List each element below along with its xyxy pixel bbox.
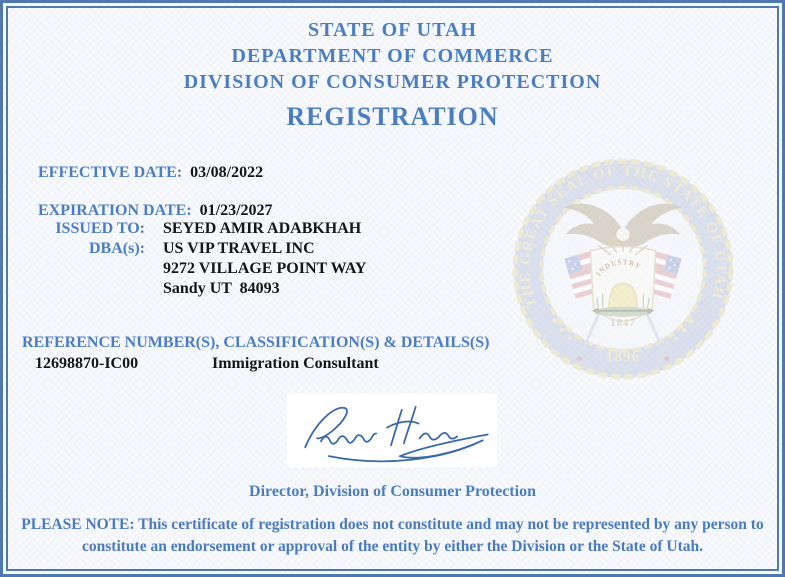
address-spacer [22, 259, 145, 279]
issued-to-value: SEYED AMIR ADABKHAH [163, 220, 362, 237]
dba-value: US VIP TRAVEL INC [163, 240, 315, 257]
signature-box [287, 394, 497, 467]
document-title: REGISTRATION [286, 102, 499, 131]
address-line-2: Sandy UT 84093 [163, 280, 280, 297]
reference-number: 12698870-IC00 [35, 355, 139, 372]
address-line-1: 9272 VILLAGE POINT WAY [163, 260, 367, 277]
issued-to-block [22, 219, 366, 299]
seal-banner-text: INDUSTRY [594, 257, 644, 278]
legal-note: PLEASE NOTE: This certificate of registration does not constitute and may not be represented by any person to constitute an endorsement or approval of the entity by either the Division or the State of Utah. [21, 516, 764, 556]
header-department-line: DEPARTMENT OF COMMERCE [231, 45, 554, 67]
reference-section-label: REFERENCE NUMBER(S), CLASSIFICATION(S) & DETAILS(S) [22, 334, 490, 351]
header-state-line: STATE OF UTAH [308, 19, 477, 41]
seal-bottom-year: 1896 [605, 348, 641, 366]
eagle-head [616, 228, 629, 241]
signer-title: Director, Division of Consumer Protection [249, 483, 536, 500]
header-division-line: DIVISION OF CONSUMER PROTECTION [183, 71, 602, 93]
classification-value: Immigration Consultant [212, 355, 379, 372]
expiration-date-label: EXPIRATION DATE: [38, 202, 192, 219]
effective-date-label: EFFECTIVE DATE: [38, 164, 183, 181]
effective-date-value: 03/08/2022 [190, 164, 264, 181]
seal-center-year: 1847 [610, 317, 636, 330]
utah-state-seal-icon [511, 157, 735, 381]
seal-ring-text: THE GREAT SEAL OF THE STATE OF UTAH [517, 163, 729, 310]
director-signature-icon [287, 394, 497, 467]
expiration-date-value: 01/23/2027 [199, 202, 273, 219]
address-spacer [22, 279, 145, 299]
dba-label: DBA(s): [89, 240, 145, 257]
issued-to-label: ISSUED TO: [55, 220, 145, 237]
certificate-header [0, 17, 785, 132]
